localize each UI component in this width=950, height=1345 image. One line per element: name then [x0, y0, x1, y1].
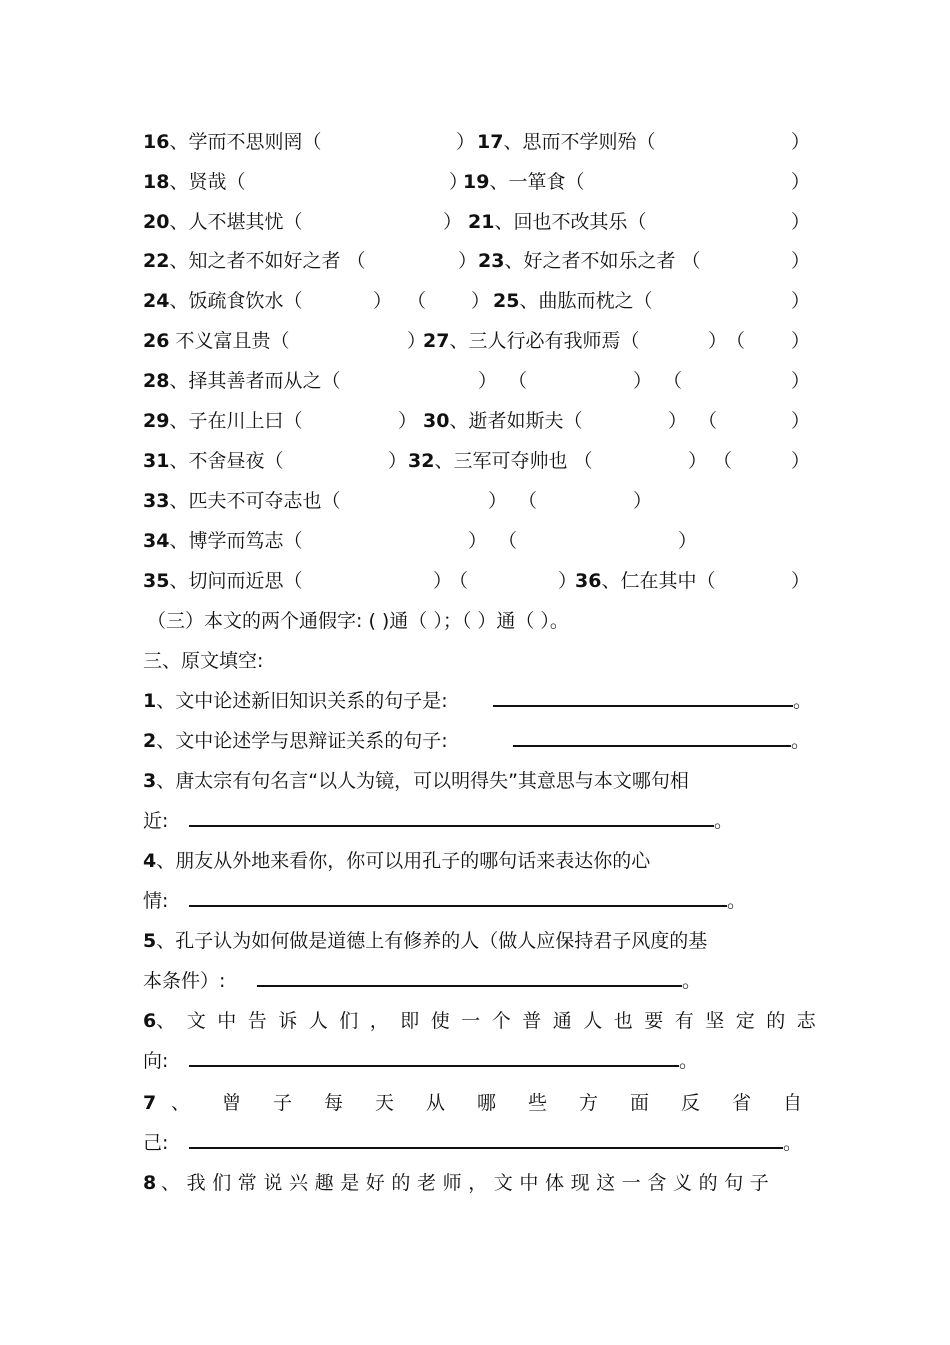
close-paren: ）: [488, 490, 508, 512]
close-paren: ）: [678, 530, 698, 552]
answer-blank[interactable]: [189, 1129, 783, 1149]
question-text: 、不舍昼夜（: [169, 450, 284, 472]
fill-question: [143, 846, 805, 876]
question-number: 27: [423, 330, 450, 352]
question-text: 、一箪食（: [489, 171, 585, 193]
close-paren: ）: [791, 290, 811, 312]
fill-question-cont: [143, 806, 805, 836]
period: 。: [783, 1132, 803, 1154]
fill-question: [143, 1006, 828, 1036]
question-text: 己:: [143, 1132, 169, 1154]
question-text: 、文中告诉人们，即使一个普通人也要有坚定的志: [156, 1010, 828, 1032]
question-text: 情:: [143, 890, 169, 912]
question-number: 23: [478, 250, 505, 272]
question-number: 7: [143, 1092, 157, 1114]
question-text: 、三军可夺帅也 （: [434, 450, 593, 472]
question-text: 、文中论述新旧知识关系的句子是:: [156, 690, 448, 712]
section-title: [143, 646, 805, 676]
open-paren: （: [663, 370, 683, 392]
question-row: [143, 446, 811, 476]
question-text: 本条件）:: [143, 970, 226, 992]
close-paren: ）: [791, 450, 811, 472]
close-paren: ）: [668, 410, 688, 432]
close-paren: ）: [478, 370, 498, 392]
fill-question-cont: [143, 1128, 805, 1158]
question-row: [143, 366, 811, 396]
question-text: 、好之者不如乐之者 （: [504, 250, 701, 272]
close-paren: ）: [373, 290, 393, 312]
close-paren: ）: [458, 250, 478, 272]
close-paren: ）: [468, 530, 488, 552]
question-number: 33: [143, 490, 170, 512]
question-text: 、知之者不如好之者 （: [169, 250, 366, 272]
question-text: 、思而不学则殆（: [503, 131, 656, 153]
close-paren: ）: [791, 570, 811, 592]
question-number: 25: [493, 290, 520, 312]
close-paren: ）: [388, 450, 408, 472]
open-paren: （: [407, 290, 427, 312]
close-paren: ）: [688, 450, 708, 472]
question-text: 向:: [143, 1050, 169, 1072]
question-text: 、文中论述学与思辩证关系的句子:: [156, 730, 448, 752]
question-row: [143, 167, 811, 197]
question-number: 3: [143, 770, 157, 792]
close-paren: ）: [791, 211, 811, 233]
question-number: 35: [143, 570, 170, 592]
period: 。: [793, 690, 813, 712]
answer-blank[interactable]: [493, 687, 793, 707]
close-paren: ）: [398, 410, 418, 432]
close-paren: ）: [449, 171, 469, 193]
open-paren: （: [698, 410, 718, 432]
fill-question: [143, 926, 805, 956]
question-text: 、择其善者而从之（: [169, 370, 341, 392]
fill-question: [143, 686, 813, 716]
close-paren: ）: [433, 570, 453, 592]
answer-blank[interactable]: [189, 807, 714, 827]
close-paren: ）: [791, 250, 811, 272]
answer-blank[interactable]: [513, 727, 791, 747]
close-paren: ）: [456, 131, 476, 153]
question-number: 28: [143, 370, 170, 392]
question-text: 近:: [143, 810, 169, 832]
question-number: 34: [143, 530, 170, 552]
question-text: 、曾子每天从哪些方面反省自: [171, 1092, 835, 1114]
answer-blank[interactable]: [189, 887, 727, 907]
question-number: 24: [143, 290, 170, 312]
period: 。: [679, 1050, 699, 1072]
question-text: 、孔子认为如何做是道德上有修养的人（做人应保持君子风度的基: [156, 930, 708, 952]
close-paren: ）: [558, 570, 578, 592]
question-row: [143, 566, 811, 596]
question-row: [143, 207, 811, 237]
question-number: 31: [143, 450, 170, 472]
open-paren: （: [449, 570, 469, 592]
question-row: [143, 246, 811, 276]
question-text: 、贤哉（: [169, 171, 246, 193]
question-number: 21: [468, 211, 495, 233]
question-number: 17: [477, 131, 504, 153]
answer-blank[interactable]: [257, 967, 682, 987]
question-number: 26: [143, 330, 170, 352]
question-number: 22: [143, 250, 170, 272]
close-paren: ）: [633, 370, 653, 392]
close-paren: ）: [443, 211, 463, 233]
period: 。: [682, 970, 702, 992]
question-text: 、学而不思则罔（: [169, 131, 322, 153]
close-paren: ）: [791, 171, 811, 193]
question-text: 、三人行必有我师焉（: [449, 330, 640, 352]
question-row: [143, 326, 811, 356]
question-number: 32: [408, 450, 435, 472]
period: 。: [727, 890, 747, 912]
question-text: 、我们常说兴趣是好的老师，文中体现这一含义的句子: [161, 1172, 776, 1194]
open-paren: （: [498, 530, 518, 552]
question-text: 不义富且贵（: [169, 330, 290, 352]
question-number: 5: [143, 930, 157, 952]
question-row: [143, 526, 805, 556]
tongjia-question: [143, 606, 805, 636]
close-paren: ）: [708, 330, 728, 352]
question-text: 、唐太宗有句名言“以人为镜，可以明得失”其意思与本文哪句相: [156, 770, 689, 792]
fill-question-cont: [143, 966, 805, 996]
close-paren: ）: [791, 410, 811, 432]
question-number: 36: [575, 570, 602, 592]
question-number: 2: [143, 730, 157, 752]
question-number: 8: [143, 1172, 157, 1194]
question-number: 30: [423, 410, 450, 432]
section-title-text: 三、原文填空:: [143, 650, 264, 672]
period: 。: [714, 810, 734, 832]
close-paren: ）: [791, 330, 811, 352]
question-text: 、回也不改其乐（: [494, 211, 647, 233]
question-text: 、匹夫不可夺志也（: [169, 490, 341, 512]
question-number: 1: [143, 690, 157, 712]
question-row: [143, 486, 805, 516]
question-row: [143, 127, 811, 157]
fill-question: [143, 766, 805, 796]
question-number: 29: [143, 410, 170, 432]
question-text: 、曲肱而枕之（: [519, 290, 653, 312]
question-text: 、切问而近思（: [169, 570, 303, 592]
question-text: 、仁在其中（: [601, 570, 716, 592]
question-text: 、朋友从外地来看你，你可以用孔子的哪句话来表达你的心: [156, 850, 651, 872]
question-text: 、逝者如斯夫（: [449, 410, 583, 432]
question-number: 4: [143, 850, 157, 872]
open-paren: （: [713, 450, 733, 472]
close-paren: ）: [471, 290, 491, 312]
question-number: 16: [143, 131, 170, 153]
answer-blank[interactable]: [189, 1047, 679, 1067]
close-paren: ）: [633, 490, 653, 512]
fill-question-cont: [143, 886, 805, 916]
close-paren: ）: [407, 330, 427, 352]
close-paren: ）: [791, 370, 811, 392]
fill-question-cont: [143, 1046, 805, 1076]
question-number: 20: [143, 211, 170, 233]
fill-question: [143, 1088, 835, 1118]
question-text: 、博学而笃志（: [169, 530, 303, 552]
open-paren: （: [726, 330, 746, 352]
open-paren: （: [508, 370, 528, 392]
close-paren: ）: [791, 131, 811, 153]
tongjia-text: （三）本文的两个通假字: ( )通（ ）；（ ）通（ ）。: [147, 610, 569, 632]
fill-question: [143, 726, 811, 756]
question-text: 、子在川上曰（: [169, 410, 303, 432]
question-number: 18: [143, 171, 170, 193]
question-row: [143, 286, 811, 316]
question-row: [143, 406, 811, 436]
question-number: 19: [463, 171, 490, 193]
period: 。: [791, 730, 811, 752]
question-text: 、饭疏食饮水（: [169, 290, 303, 312]
fill-question: [143, 1168, 805, 1198]
question-text: 、人不堪其忧（: [169, 211, 303, 233]
open-paren: （: [518, 490, 538, 512]
question-number: 6: [143, 1010, 157, 1032]
